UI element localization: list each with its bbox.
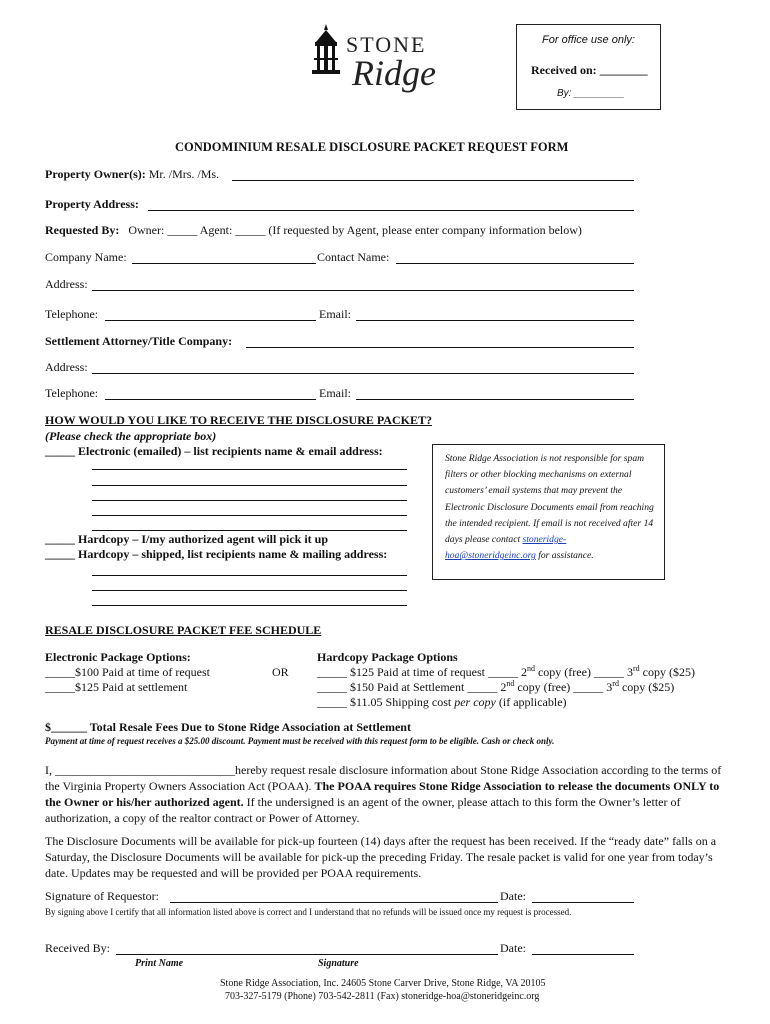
owner-row <box>45 167 219 182</box>
received-date-label: Date: <box>500 941 526 955</box>
company-name-input[interactable] <box>132 263 316 264</box>
agreement-text-bold: The POAA requires Stone Ridge Association to release the documents ONLY to the Owner or his/her authorized agent. <box>45 779 720 809</box>
settlement-email-input[interactable] <box>356 399 634 400</box>
owner-input[interactable] <box>232 180 634 181</box>
settlement-label: Settlement Attorney/Title Company: <box>45 334 233 348</box>
signature-label: Signature of Requestor: <box>45 889 159 903</box>
form-title: CONDOMINIUM RESALE DISCLOSURE PACKET REQUEST FORM <box>175 140 569 154</box>
electronic-recipient-line-4[interactable] <box>92 515 407 516</box>
disclaimer-email-link[interactable]: stoneridge-hoa@stoneridgeinc.org <box>445 534 567 562</box>
disclaimer-text-1: Stone Ridge Association is not responsible for spam filters or other blocking mechanisms on external customers’ email systems that may prevent the Electronic Disclosure Documents email from reaching the intended recipient. If email is not received after 14 days please contact <box>445 453 654 546</box>
settlement-email-label: Email: <box>319 386 351 400</box>
signature-date-label: Date: <box>500 889 526 903</box>
logo <box>312 22 442 94</box>
hardcopy-fee-150-text-b: copy (free) _____ 3 <box>514 680 613 694</box>
requested-by-row <box>45 223 582 238</box>
electronic-recipient-line-5[interactable] <box>92 530 407 531</box>
signature-caption: Signature <box>318 958 359 969</box>
office-use-box <box>516 24 661 110</box>
email-label: Email: <box>319 307 351 321</box>
electronic-recipient-line-2[interactable] <box>92 485 407 486</box>
agreement-text-a: I, ______________________________hereby request resale disclosure information about Stone Ridge Association according to the terms of the Virginia Property Owners Association Act (POAA). <box>45 763 722 793</box>
signature-input[interactable] <box>170 902 498 903</box>
electronic-fee-125[interactable]: _____$125 Paid at settlement <box>45 680 188 694</box>
disclaimer-text-2: for assistance. <box>535 550 594 562</box>
email-disclaimer-box <box>432 444 665 580</box>
requested-by-options: Owner: _____ Agent: _____ (If requested by Agent, please enter company information below) <box>128 223 582 237</box>
office-by-field: By: _________ <box>557 88 625 99</box>
settlement-telephone-label: Telephone: <box>45 386 99 400</box>
sup-nd: nd <box>506 679 515 688</box>
shipping-address-line-2[interactable] <box>92 590 407 591</box>
shipping-address-line-1[interactable] <box>92 575 407 576</box>
shipping-cost-italic: per copy <box>454 695 496 709</box>
received-date-input[interactable] <box>532 954 634 955</box>
received-by-label: Received By: <box>45 941 110 955</box>
total-fees-line[interactable]: $______ Total Resale Fees Due to Stone Ridge Association at Settlement <box>45 720 411 734</box>
print-name-caption: Print Name <box>135 958 184 969</box>
contact-name-label: Contact Name: <box>317 250 390 264</box>
fee-schedule-heading: RESALE DISCLOSURE PACKET FEE SCHEDULE <box>45 623 322 637</box>
hardcopy-fee-150-text-c: copy ($25) <box>618 680 675 694</box>
requested-by-label: Requested By: <box>45 223 120 237</box>
shipping-cost-text: _____ $11.05 Shipping cost <box>317 695 455 709</box>
hardcopy-fee-125-text-c: copy ($25) <box>639 665 695 679</box>
delivery-heading: HOW WOULD YOU LIKE TO RECEIVE THE DISCLOSURE PACKET? <box>45 413 432 427</box>
logo-word-stone: STONE <box>346 32 427 57</box>
settlement-input[interactable] <box>246 347 634 348</box>
received-by-input[interactable] <box>116 954 498 955</box>
settlement-address-input[interactable] <box>92 373 634 374</box>
contact-name-input[interactable] <box>396 263 634 264</box>
hardcopy-fee-150-text: _____ $150 Paid at Settlement _____ 2 <box>317 680 507 694</box>
received-on-field: Received on: ________ <box>531 63 648 77</box>
footer-address: Stone Ridge Association, Inc. 24605 Stone Carver Drive, Stone Ridge, VA 20105 <box>220 978 546 989</box>
certify-text: By signing above I certify that all information listed above is correct and I understand that no refunds will be issued once my request is processed. <box>45 907 572 917</box>
settlement-telephone-input[interactable] <box>105 399 316 400</box>
electronic-recipient-line-3[interactable] <box>92 500 407 501</box>
office-use-title: For office use only: <box>542 34 635 46</box>
logo-word-ridge: Ridge <box>352 53 436 93</box>
hardcopy-options-title: Hardcopy Package Options <box>317 650 458 664</box>
hardcopy-fee-125-text: _____ $125 Paid at time of request _____ 2 <box>317 665 527 679</box>
electronic-recipient-line-1[interactable] <box>92 469 407 470</box>
electronic-options-title: Electronic Package Options: <box>45 650 191 664</box>
owner-label: Property Owner(s): <box>45 167 146 181</box>
hardcopy-fee-125[interactable] <box>317 665 695 680</box>
electronic-fee-100[interactable]: _____$100 Paid at time of request <box>45 665 210 679</box>
footer-contact: 703-327-5179 (Phone) 703-542-2811 (Fax) stoneridge-hoa@stoneridgeinc.org <box>225 991 540 1002</box>
shipping-cost-option[interactable] <box>317 695 567 710</box>
hardcopy-fee-125-text-b: copy (free) _____ 3 <box>534 665 633 679</box>
sup-rd: rd <box>632 664 640 673</box>
email-input[interactable] <box>356 320 634 321</box>
shipping-address-line-3[interactable] <box>92 605 407 606</box>
property-address-label: Property Address: <box>45 197 139 211</box>
company-name-label: Company Name: <box>45 250 127 264</box>
settlement-address-label: Address: <box>45 360 88 374</box>
electronic-option[interactable]: _____ Electronic (emailed) – list recipients name & email address: <box>45 444 383 458</box>
shipping-cost-text-c: (if applicable) <box>495 695 567 709</box>
delivery-subheading: (Please check the appropriate box) <box>45 429 217 443</box>
address-label: Address: <box>45 277 88 291</box>
address-input[interactable] <box>92 290 634 291</box>
hardcopy-pickup-option[interactable]: _____ Hardcopy – I/my authorized agent will pick it up <box>45 532 329 546</box>
telephone-input[interactable] <box>105 320 316 321</box>
signature-date-input[interactable] <box>532 902 634 903</box>
availability-paragraph: The Disclosure Documents will be available for pick-up fourteen (14) days after the request has been received. If the “ready date” falls on a Saturday, the Disclosure Documents will be available for pick-up the preceding Friday. The resale packet is valid for one year from today’s date. Updates may be requested and will be provided per POAA requirements. <box>45 834 717 880</box>
hardcopy-fee-150[interactable] <box>317 680 674 695</box>
sup-nd: nd <box>526 664 535 673</box>
owner-suffix: Mr. /Mrs. /Ms. <box>148 167 220 181</box>
property-address-input[interactable] <box>148 210 634 211</box>
sup-rd: rd <box>612 679 619 688</box>
agreement-text-c: If the undersigned is an agent of the owner, please attach to this form the Owner’s letter of authorization, a copy of the realtor contract or Power of Attorney. <box>45 795 681 825</box>
telephone-label: Telephone: <box>45 307 99 321</box>
or-label: OR <box>272 665 289 679</box>
payment-note: Payment at time of request receives a $25.00 discount. Payment must be received with this request form to be eligible. Cash or check only. <box>45 736 555 746</box>
hardcopy-shipped-option[interactable]: _____ Hardcopy – shipped, list recipients name & mailing address: <box>45 547 388 561</box>
agreement-paragraph <box>45 762 725 826</box>
